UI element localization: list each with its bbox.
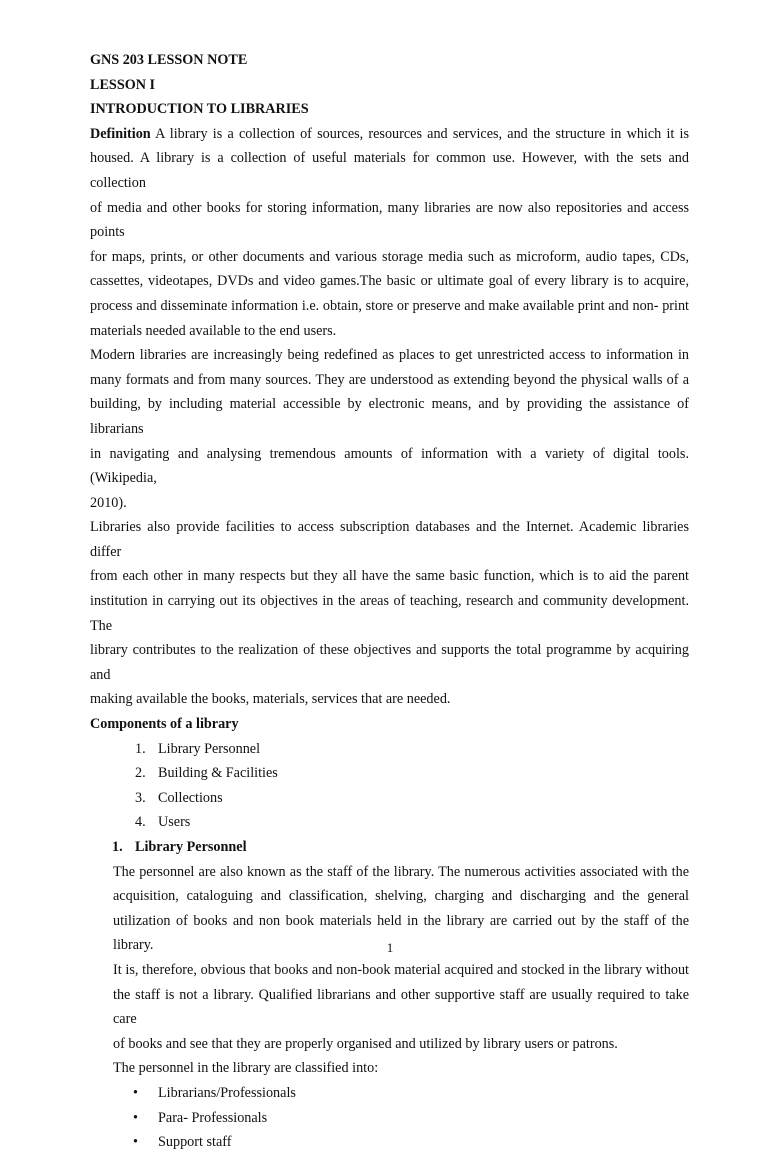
paragraph-line: of media and other books for storing information, many libraries are now also repositories and access points: [90, 199, 689, 241]
course-title: GNS 203 LESSON NOTE: [90, 52, 248, 68]
paragraph-line: It is, therefore, obvious that books and non-book material acquired and stocked in the library without: [113, 961, 689, 978]
paragraph-line: the staff is not a library. Qualified librarians and other supportive staff are usually required to take care: [113, 986, 689, 1028]
list-item: • Support staff: [90, 1130, 689, 1155]
personnel-classes-list: [90, 1081, 689, 1155]
list-item: 2. Building & Facilities: [135, 765, 278, 782]
paragraph-line: materials needed available to the end users.: [90, 322, 337, 339]
paragraph-line: 2010).: [90, 494, 127, 511]
page-number: 1: [386, 940, 394, 955]
bullet-icon: •: [133, 1109, 138, 1126]
paragraph-line: Modern libraries are increasingly being redefined as places to get unrestricted access to information in: [90, 347, 689, 364]
list-item: 4. Users: [135, 814, 191, 831]
components-list: [90, 737, 689, 835]
lesson-label: LESSON I: [90, 76, 156, 93]
list-item: • Para- Professionals: [90, 1106, 689, 1131]
paragraph-line: building, by including material accessible by electronic means, and by providing the assistance of librarians: [90, 396, 689, 437]
section-heading-personnel: 1. Library Personnel: [112, 839, 247, 855]
paragraph-line: for maps, prints, or other documents and various storage media such as microform, audio tapes, CDs,: [90, 248, 689, 265]
paragraph-line: process and disseminate information i.e. obtain, store or preserve and make available print and non- print: [90, 297, 689, 314]
modern-libraries-paragraph: [90, 343, 689, 515]
list-item: • Librarians/Professionals: [90, 1081, 689, 1106]
paragraph-line: The personnel are also known as the staff of the library. The numerous activities associated with the: [113, 863, 689, 880]
paragraph-line: Libraries also provide facilities to access subscription databases and the Internet. Academic libraries differ: [90, 519, 689, 560]
paragraph-line: cassettes, videotapes, DVDs and video games.The basic or ultimate goal of every library is to acquire,: [90, 273, 689, 290]
bullet-icon: •: [133, 1084, 138, 1101]
paragraph-line: library contributes to the realization of these objectives and supports the total programme by acquiring and: [90, 642, 689, 683]
definition-paragraph: [90, 122, 689, 343]
facilities-paragraph: [90, 515, 689, 712]
paragraph-line: institution in carrying out its objectives in the areas of teaching, research and community development. The: [90, 593, 689, 634]
paragraph-line: Definition A library is a collection of sources, resources and services, and the structure in which it is: [90, 125, 689, 142]
personnel-paragraph: [90, 860, 689, 1081]
paragraph-line: from each other in many respects but they all have the same basic function, which is to aid the parent: [90, 568, 689, 585]
paragraph-line: housed. A library is a collection of useful materials for common use. However, with the sets and collection: [90, 150, 689, 191]
paragraph-line: in navigating and analysing tremendous amounts of information with a variety of digital tools. (Wikipedia,: [90, 445, 689, 487]
list-item: 1. Library Personnel: [135, 740, 261, 757]
paragraph-line: utilization of books and non book materials held in the library are carried out by the staff of the library.: [113, 912, 689, 954]
bullet-icon: •: [133, 1134, 138, 1151]
paragraph-line: of books and see that they are properly organised and utilized by library users or patrons.: [113, 1035, 618, 1052]
page-title: INTRODUCTION TO LIBRARIES: [90, 101, 309, 118]
paragraph-line: making available the books, materials, services that are needed.: [90, 691, 451, 708]
components-heading: Components of a library: [90, 716, 239, 733]
list-item: 3. Collections: [135, 789, 223, 806]
definition-label: Definition: [90, 125, 151, 142]
paragraph-line: many formats and from many sources. They are understood as extending beyond the physical walls of a: [90, 371, 689, 388]
document-page: [90, 48, 689, 1155]
classified-intro: The personnel in the library are classified into:: [113, 1060, 379, 1077]
paragraph-line: acquisition, cataloguing and classification, shelving, charging and discharging and the general: [113, 888, 689, 905]
